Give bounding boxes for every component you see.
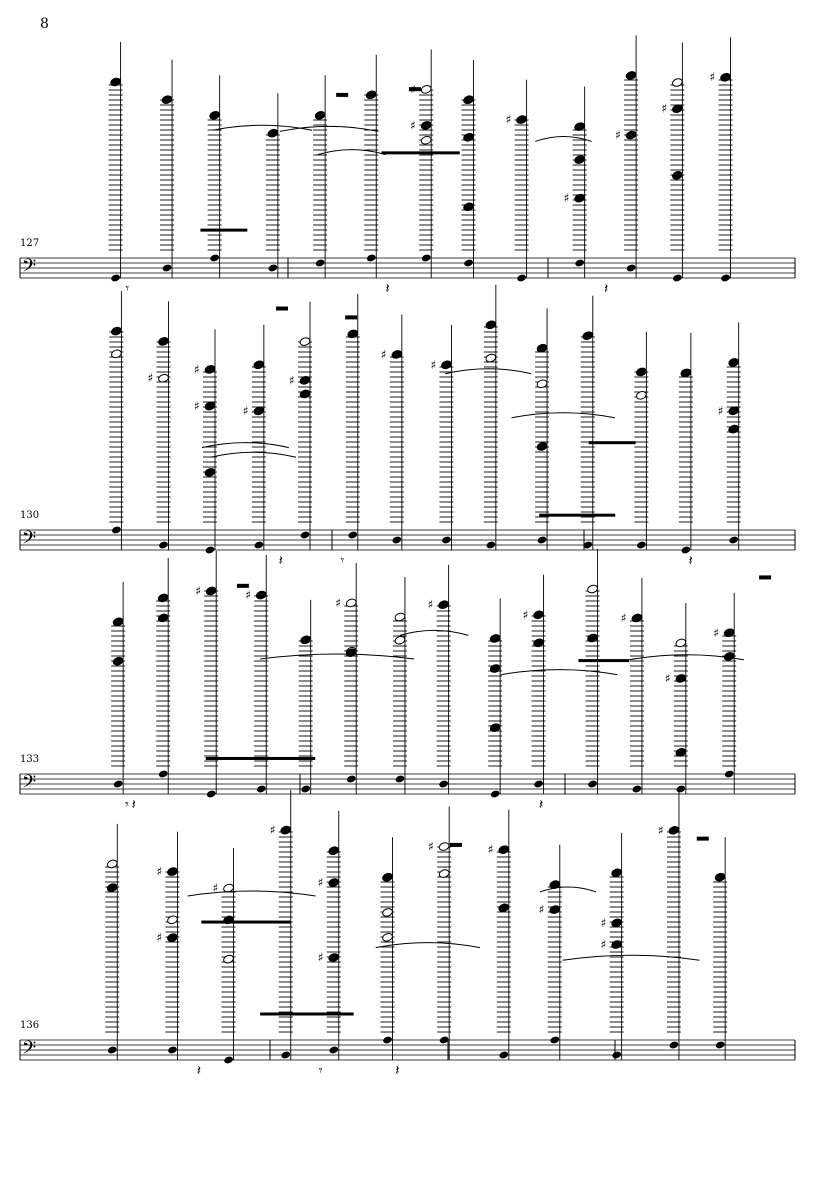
tie xyxy=(535,136,591,141)
sharp-icon: ♯ xyxy=(427,597,434,612)
system xyxy=(20,285,795,569)
note-head xyxy=(280,825,292,835)
sharp-icon: ♯ xyxy=(289,373,295,388)
staff-note-head xyxy=(110,273,121,282)
rest-icon: 𝄾 xyxy=(318,1063,323,1079)
sharp-icon: ♯ xyxy=(335,595,342,610)
staff-note-head xyxy=(490,789,501,798)
note-head xyxy=(110,326,122,336)
sharp-icon: ♯ xyxy=(156,864,163,879)
sharp-icon: ♯ xyxy=(212,881,219,896)
note-head xyxy=(728,424,740,434)
note-column xyxy=(109,291,123,550)
note-head xyxy=(720,72,732,82)
note-column xyxy=(601,833,624,1060)
staff-note-head xyxy=(672,273,683,282)
note-head xyxy=(106,859,118,869)
note-column xyxy=(289,302,312,550)
sharp-icon: ♯ xyxy=(664,671,671,686)
note-head xyxy=(675,638,687,648)
note-head xyxy=(394,612,406,622)
note-head xyxy=(420,135,432,145)
note-head xyxy=(723,651,735,661)
note-head xyxy=(112,656,124,666)
note-head xyxy=(209,110,221,120)
sharp-icon: ♯ xyxy=(147,371,154,386)
staff-note-head xyxy=(254,540,265,549)
sharp-icon: ♯ xyxy=(380,347,387,362)
note-head xyxy=(631,613,643,623)
note-column xyxy=(299,600,313,794)
note-head xyxy=(533,610,545,620)
sharp-icon: ♯ xyxy=(709,70,716,85)
whole-rest xyxy=(409,87,421,91)
note-column xyxy=(713,837,727,1060)
note-head xyxy=(255,590,267,600)
staff-note-head xyxy=(300,530,311,539)
sharp-icon: ♯ xyxy=(156,930,163,945)
note-column xyxy=(313,75,327,278)
staff-note-head xyxy=(632,784,643,793)
note-column xyxy=(488,598,502,798)
note-head xyxy=(365,90,377,100)
note-column xyxy=(539,845,562,1060)
staff-note-head xyxy=(611,1050,622,1059)
note-head xyxy=(574,154,586,164)
note-head xyxy=(347,329,359,339)
staff-note-head xyxy=(162,263,173,272)
note-column xyxy=(335,563,358,794)
sharp-icon: ♯ xyxy=(661,101,668,116)
note-head xyxy=(714,872,726,882)
note-column xyxy=(156,832,179,1060)
note-column xyxy=(634,332,648,550)
note-column xyxy=(523,575,546,794)
note-head xyxy=(516,114,528,124)
note-head xyxy=(587,633,599,643)
note-column xyxy=(364,55,378,278)
rest-icon: 𝄽 xyxy=(395,1063,400,1079)
rest-icon: 𝄽 xyxy=(604,281,609,297)
sharp-icon: ♯ xyxy=(600,937,607,952)
note-column xyxy=(109,42,123,283)
sharp-icon: ♯ xyxy=(522,607,529,622)
sharp-icon: ♯ xyxy=(193,362,200,377)
staff-note-head xyxy=(382,1035,393,1044)
rest-icon: 𝄾 xyxy=(340,553,345,569)
rest-icon: 𝄽 xyxy=(385,281,390,297)
beam xyxy=(539,514,615,517)
rest-icon: 𝄽 xyxy=(538,797,544,813)
note-head xyxy=(382,932,394,942)
note-column xyxy=(410,49,433,278)
rest-icon: 𝄾 xyxy=(124,797,129,813)
staff-note-head xyxy=(669,1040,680,1049)
staff-note-head xyxy=(636,540,647,549)
staff-note-head xyxy=(111,525,122,534)
staff-note-head xyxy=(549,1035,560,1044)
note-column xyxy=(428,807,451,1060)
note-column xyxy=(156,558,170,794)
staff-note-head xyxy=(209,253,220,262)
staff-note-head xyxy=(223,1055,234,1064)
note-column xyxy=(381,314,404,550)
measure-number: 130 xyxy=(20,510,40,521)
staff-note-head xyxy=(328,1045,339,1054)
note-head xyxy=(345,598,357,608)
staff-note-head xyxy=(107,1045,118,1054)
sharp-icon: ♯ xyxy=(242,403,249,418)
staff-note-head xyxy=(346,774,357,783)
sharp-icon: ♯ xyxy=(657,823,664,838)
measure-number: 136 xyxy=(20,1020,40,1031)
note-head xyxy=(420,84,432,94)
note-head xyxy=(157,593,169,603)
note-head xyxy=(391,349,403,359)
bass-clef-icon: 𝄢 xyxy=(22,256,37,281)
note-head xyxy=(675,673,687,683)
staff-note-head xyxy=(280,1050,291,1059)
note-column xyxy=(266,93,280,278)
note-head xyxy=(253,360,265,370)
beam xyxy=(206,757,316,760)
note-column xyxy=(270,790,293,1060)
note-head xyxy=(300,635,312,645)
staff-note-head xyxy=(533,779,544,788)
note-column xyxy=(615,35,638,278)
beam xyxy=(200,229,247,232)
staff-note-head xyxy=(315,258,326,267)
note-column xyxy=(148,301,171,550)
staff-note-head xyxy=(715,1040,726,1049)
note-head xyxy=(635,367,647,377)
note-head xyxy=(671,77,683,87)
rest-icon: 𝄾 xyxy=(125,281,130,297)
sharp-icon: ♯ xyxy=(615,128,621,143)
note-head xyxy=(728,357,740,367)
whole-rest xyxy=(276,307,288,311)
staff-note-head xyxy=(366,253,377,262)
note-head xyxy=(382,872,394,882)
note-column xyxy=(243,325,266,550)
staff-note-head xyxy=(268,263,279,272)
staff-note-head xyxy=(392,535,403,544)
note-head xyxy=(441,360,453,370)
note-head xyxy=(671,170,683,180)
bass-clef-icon: 𝄢 xyxy=(22,1038,37,1063)
note-column xyxy=(710,37,733,282)
note-column xyxy=(318,811,341,1060)
sharp-icon: ♯ xyxy=(317,875,324,890)
note-head xyxy=(438,841,450,851)
staff-note-head xyxy=(158,540,169,549)
note-head xyxy=(536,441,548,451)
staff-note-head xyxy=(421,253,432,262)
tie xyxy=(188,891,316,896)
whole-rest xyxy=(450,843,462,847)
sharp-icon: ♯ xyxy=(317,950,324,965)
note-head xyxy=(204,364,216,374)
note-column xyxy=(488,810,511,1060)
note-column xyxy=(506,80,529,283)
note-column xyxy=(564,87,587,278)
note-head xyxy=(587,584,599,594)
note-head xyxy=(205,586,217,596)
note-column xyxy=(658,790,681,1060)
system xyxy=(20,35,795,297)
note-head xyxy=(158,336,170,346)
staff-note-head xyxy=(724,769,735,778)
note-column xyxy=(208,75,222,278)
staff-note-head xyxy=(441,535,452,544)
whole-rest xyxy=(237,584,249,588)
note-column xyxy=(713,593,736,794)
note-column xyxy=(484,285,498,550)
note-head xyxy=(382,907,394,917)
note-head xyxy=(112,617,124,627)
note-head xyxy=(463,132,475,142)
staff-note-head xyxy=(486,540,497,549)
note-head xyxy=(267,128,279,138)
note-head xyxy=(611,918,623,928)
note-column xyxy=(462,60,476,278)
tie xyxy=(260,654,414,659)
note-head xyxy=(157,613,169,623)
rest-icon: 𝄽 xyxy=(196,1063,202,1079)
note-head xyxy=(438,600,450,610)
beam xyxy=(260,1012,354,1015)
beam xyxy=(201,921,291,924)
note-head xyxy=(498,903,510,913)
system xyxy=(20,549,795,813)
sharp-icon: ♯ xyxy=(430,357,437,372)
note-head xyxy=(161,95,173,105)
rest-icon: 𝄽 xyxy=(131,797,136,813)
sharp-icon: ♯ xyxy=(563,191,570,206)
note-head xyxy=(549,905,561,915)
note-column xyxy=(213,848,236,1064)
note-head xyxy=(625,70,637,80)
sharp-icon: ♯ xyxy=(713,625,720,640)
staff-note-head xyxy=(574,258,585,267)
staff-note-head xyxy=(463,258,474,267)
beam xyxy=(578,659,629,662)
whole-rest xyxy=(345,315,357,319)
tie xyxy=(540,887,596,892)
whole-rest xyxy=(697,837,709,841)
note-head xyxy=(328,846,340,856)
bass-clef-icon: 𝄢 xyxy=(22,528,37,553)
sharp-icon: ♯ xyxy=(538,902,545,917)
sharp-icon: ♯ xyxy=(195,583,202,598)
page-number: 8 xyxy=(40,16,49,32)
bass-clef-icon: 𝄢 xyxy=(22,772,37,797)
note-column xyxy=(621,578,644,794)
note-head xyxy=(223,954,235,964)
note-head xyxy=(485,320,497,330)
whole-rest xyxy=(759,575,771,579)
tie xyxy=(213,125,312,130)
sharp-icon: ♯ xyxy=(600,915,607,930)
note-head xyxy=(625,130,637,140)
staff-note-head xyxy=(206,789,217,798)
note-column xyxy=(194,329,217,554)
tie xyxy=(400,630,469,635)
staff-note-head xyxy=(498,1050,509,1059)
staff-note-head xyxy=(113,779,124,788)
note-column xyxy=(679,333,693,555)
note-column xyxy=(195,551,218,799)
note-head xyxy=(204,467,216,477)
sharp-icon: ♯ xyxy=(245,588,252,603)
note-head xyxy=(328,952,340,962)
staff-note-head xyxy=(516,273,527,282)
note-column xyxy=(581,296,595,550)
note-column xyxy=(718,322,741,550)
note-head xyxy=(299,389,311,399)
note-head xyxy=(611,868,623,878)
beam xyxy=(382,151,460,154)
note-column xyxy=(111,582,125,794)
note-head xyxy=(420,120,432,130)
note-head xyxy=(582,331,594,341)
staff-note-head xyxy=(347,530,358,539)
note-head xyxy=(110,77,122,87)
tie xyxy=(512,413,615,418)
beam xyxy=(589,441,636,444)
sharp-icon: ♯ xyxy=(410,118,416,133)
staff-note-head xyxy=(676,784,687,793)
sharp-icon: ♯ xyxy=(428,839,434,854)
system xyxy=(20,790,795,1079)
note-column xyxy=(346,294,360,550)
note-column xyxy=(665,603,688,794)
note-head xyxy=(489,633,501,643)
note-head xyxy=(314,110,326,120)
note-head xyxy=(106,883,118,893)
staff-note-head xyxy=(395,774,406,783)
measure-number: 133 xyxy=(20,754,40,765)
staff-note-head xyxy=(158,769,169,778)
note-column xyxy=(160,60,174,278)
sharp-icon: ♯ xyxy=(505,112,512,127)
whole-rest xyxy=(336,93,348,97)
rest-icon: 𝄽 xyxy=(688,553,693,569)
note-head xyxy=(498,845,510,855)
note-head xyxy=(167,933,179,943)
sharp-icon: ♯ xyxy=(269,823,276,838)
sharp-icon: ♯ xyxy=(620,610,627,625)
tie xyxy=(501,670,617,675)
note-head xyxy=(167,867,179,877)
note-column xyxy=(428,565,451,794)
staff-note-head xyxy=(537,535,548,544)
rest-icon: 𝄽 xyxy=(278,553,283,569)
staff-note-head xyxy=(300,784,311,793)
measure-number: 127 xyxy=(20,238,40,249)
note-column xyxy=(430,325,453,550)
staff-note-head xyxy=(587,779,598,788)
note-head xyxy=(668,825,680,835)
note-column xyxy=(381,837,395,1060)
note-column xyxy=(105,824,119,1060)
note-head xyxy=(489,663,501,673)
note-head xyxy=(394,635,406,645)
staff-note-head xyxy=(256,784,267,793)
staff-note-head xyxy=(438,779,449,788)
note-head xyxy=(463,95,475,105)
note-column xyxy=(393,577,407,794)
note-column xyxy=(661,43,684,283)
tie xyxy=(211,452,296,457)
staff-note-head xyxy=(728,535,739,544)
sharp-icon: ♯ xyxy=(487,842,494,857)
note-head xyxy=(680,368,692,378)
tie xyxy=(445,369,531,374)
sharp-icon: ♯ xyxy=(717,403,724,418)
note-head xyxy=(299,337,311,347)
staff-note-head xyxy=(626,263,637,272)
staff-note-head xyxy=(167,1045,178,1054)
staff-note-head xyxy=(205,545,216,554)
note-head xyxy=(167,915,179,925)
staff-note-head xyxy=(720,273,731,282)
sharp-icon: ♯ xyxy=(193,399,200,414)
note-head xyxy=(574,193,586,203)
note-head xyxy=(611,939,623,949)
note-head xyxy=(328,877,340,887)
